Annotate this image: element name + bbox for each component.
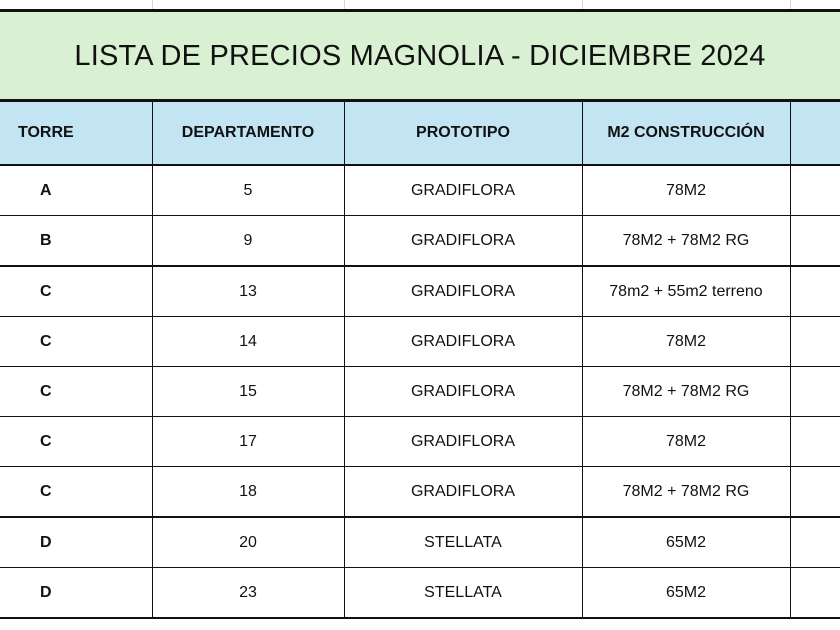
cell-m2[interactable]: 78M2 + 78M2 RG	[582, 216, 790, 267]
cell-torre[interactable]: C	[0, 367, 152, 417]
cell-prototipo[interactable]: GRADIFLORA	[344, 165, 582, 216]
cell-extra[interactable]	[790, 216, 840, 267]
cell-departamento[interactable]: 15	[152, 367, 344, 417]
table-row	[0, 568, 840, 619]
cell-extra[interactable]	[790, 367, 840, 417]
cell-extra[interactable]	[790, 417, 840, 467]
table-row	[0, 467, 840, 518]
cell-extra[interactable]	[790, 165, 840, 216]
gridline	[582, 0, 583, 9]
header-row	[0, 102, 840, 165]
cell-m2[interactable]: 78M2	[582, 317, 790, 367]
cell-prototipo[interactable]: STELLATA	[344, 568, 582, 619]
cell-prototipo[interactable]: GRADIFLORA	[344, 216, 582, 267]
cell-departamento[interactable]: 17	[152, 417, 344, 467]
header-torre[interactable]: TORRE	[0, 102, 152, 165]
table-row	[0, 417, 840, 467]
cell-departamento[interactable]: 23	[152, 568, 344, 619]
table-row	[0, 517, 840, 568]
table-row	[0, 317, 840, 367]
table-row	[0, 216, 840, 267]
cell-prototipo[interactable]: GRADIFLORA	[344, 266, 582, 317]
table-row	[0, 165, 840, 216]
cell-prototipo[interactable]: GRADIFLORA	[344, 367, 582, 417]
cell-torre[interactable]: A	[0, 165, 152, 216]
cell-extra[interactable]	[790, 568, 840, 619]
cell-torre[interactable]: D	[0, 517, 152, 568]
cell-extra[interactable]	[790, 317, 840, 367]
cell-m2[interactable]: 78M2	[582, 165, 790, 216]
cell-prototipo[interactable]: GRADIFLORA	[344, 317, 582, 367]
cell-departamento[interactable]: 18	[152, 467, 344, 518]
gridline	[344, 0, 345, 9]
cell-m2[interactable]: 65M2	[582, 568, 790, 619]
gridline	[152, 0, 153, 9]
cell-departamento[interactable]: 13	[152, 266, 344, 317]
sheet-title: LISTA DE PRECIOS MAGNOLIA - DICIEMBRE 2024	[74, 40, 766, 72]
cell-torre[interactable]: C	[0, 317, 152, 367]
cell-prototipo[interactable]: GRADIFLORA	[344, 417, 582, 467]
cell-prototipo[interactable]: GRADIFLORA	[344, 467, 582, 518]
cell-torre[interactable]: D	[0, 568, 152, 619]
cell-m2[interactable]: 65M2	[582, 517, 790, 568]
cell-departamento[interactable]: 5	[152, 165, 344, 216]
cell-extra[interactable]	[790, 467, 840, 518]
cell-departamento[interactable]: 9	[152, 216, 344, 267]
cell-m2[interactable]: 78M2	[582, 417, 790, 467]
cell-m2[interactable]: 78m2 + 55m2 terreno	[582, 266, 790, 317]
cell-torre[interactable]: C	[0, 266, 152, 317]
gridline	[790, 0, 791, 9]
table-row	[0, 367, 840, 417]
cell-prototipo[interactable]: STELLATA	[344, 517, 582, 568]
header-m2-construccion[interactable]: M2 CONSTRUCCIÓN	[582, 102, 790, 165]
cell-torre[interactable]: C	[0, 467, 152, 518]
title-cell[interactable]	[0, 9, 840, 102]
price-table	[0, 102, 840, 619]
header-prototipo[interactable]: PROTOTIPO	[344, 102, 582, 165]
cell-torre[interactable]: B	[0, 216, 152, 267]
cell-m2[interactable]: 78M2 + 78M2 RG	[582, 467, 790, 518]
header-extra[interactable]	[790, 102, 840, 165]
cell-departamento[interactable]: 14	[152, 317, 344, 367]
cell-extra[interactable]	[790, 517, 840, 568]
header-departamento[interactable]: DEPARTAMENTO	[152, 102, 344, 165]
table-row	[0, 266, 840, 317]
cell-m2[interactable]: 78M2 + 78M2 RG	[582, 367, 790, 417]
cell-departamento[interactable]: 20	[152, 517, 344, 568]
cell-extra[interactable]	[790, 266, 840, 317]
cell-torre[interactable]: C	[0, 417, 152, 467]
